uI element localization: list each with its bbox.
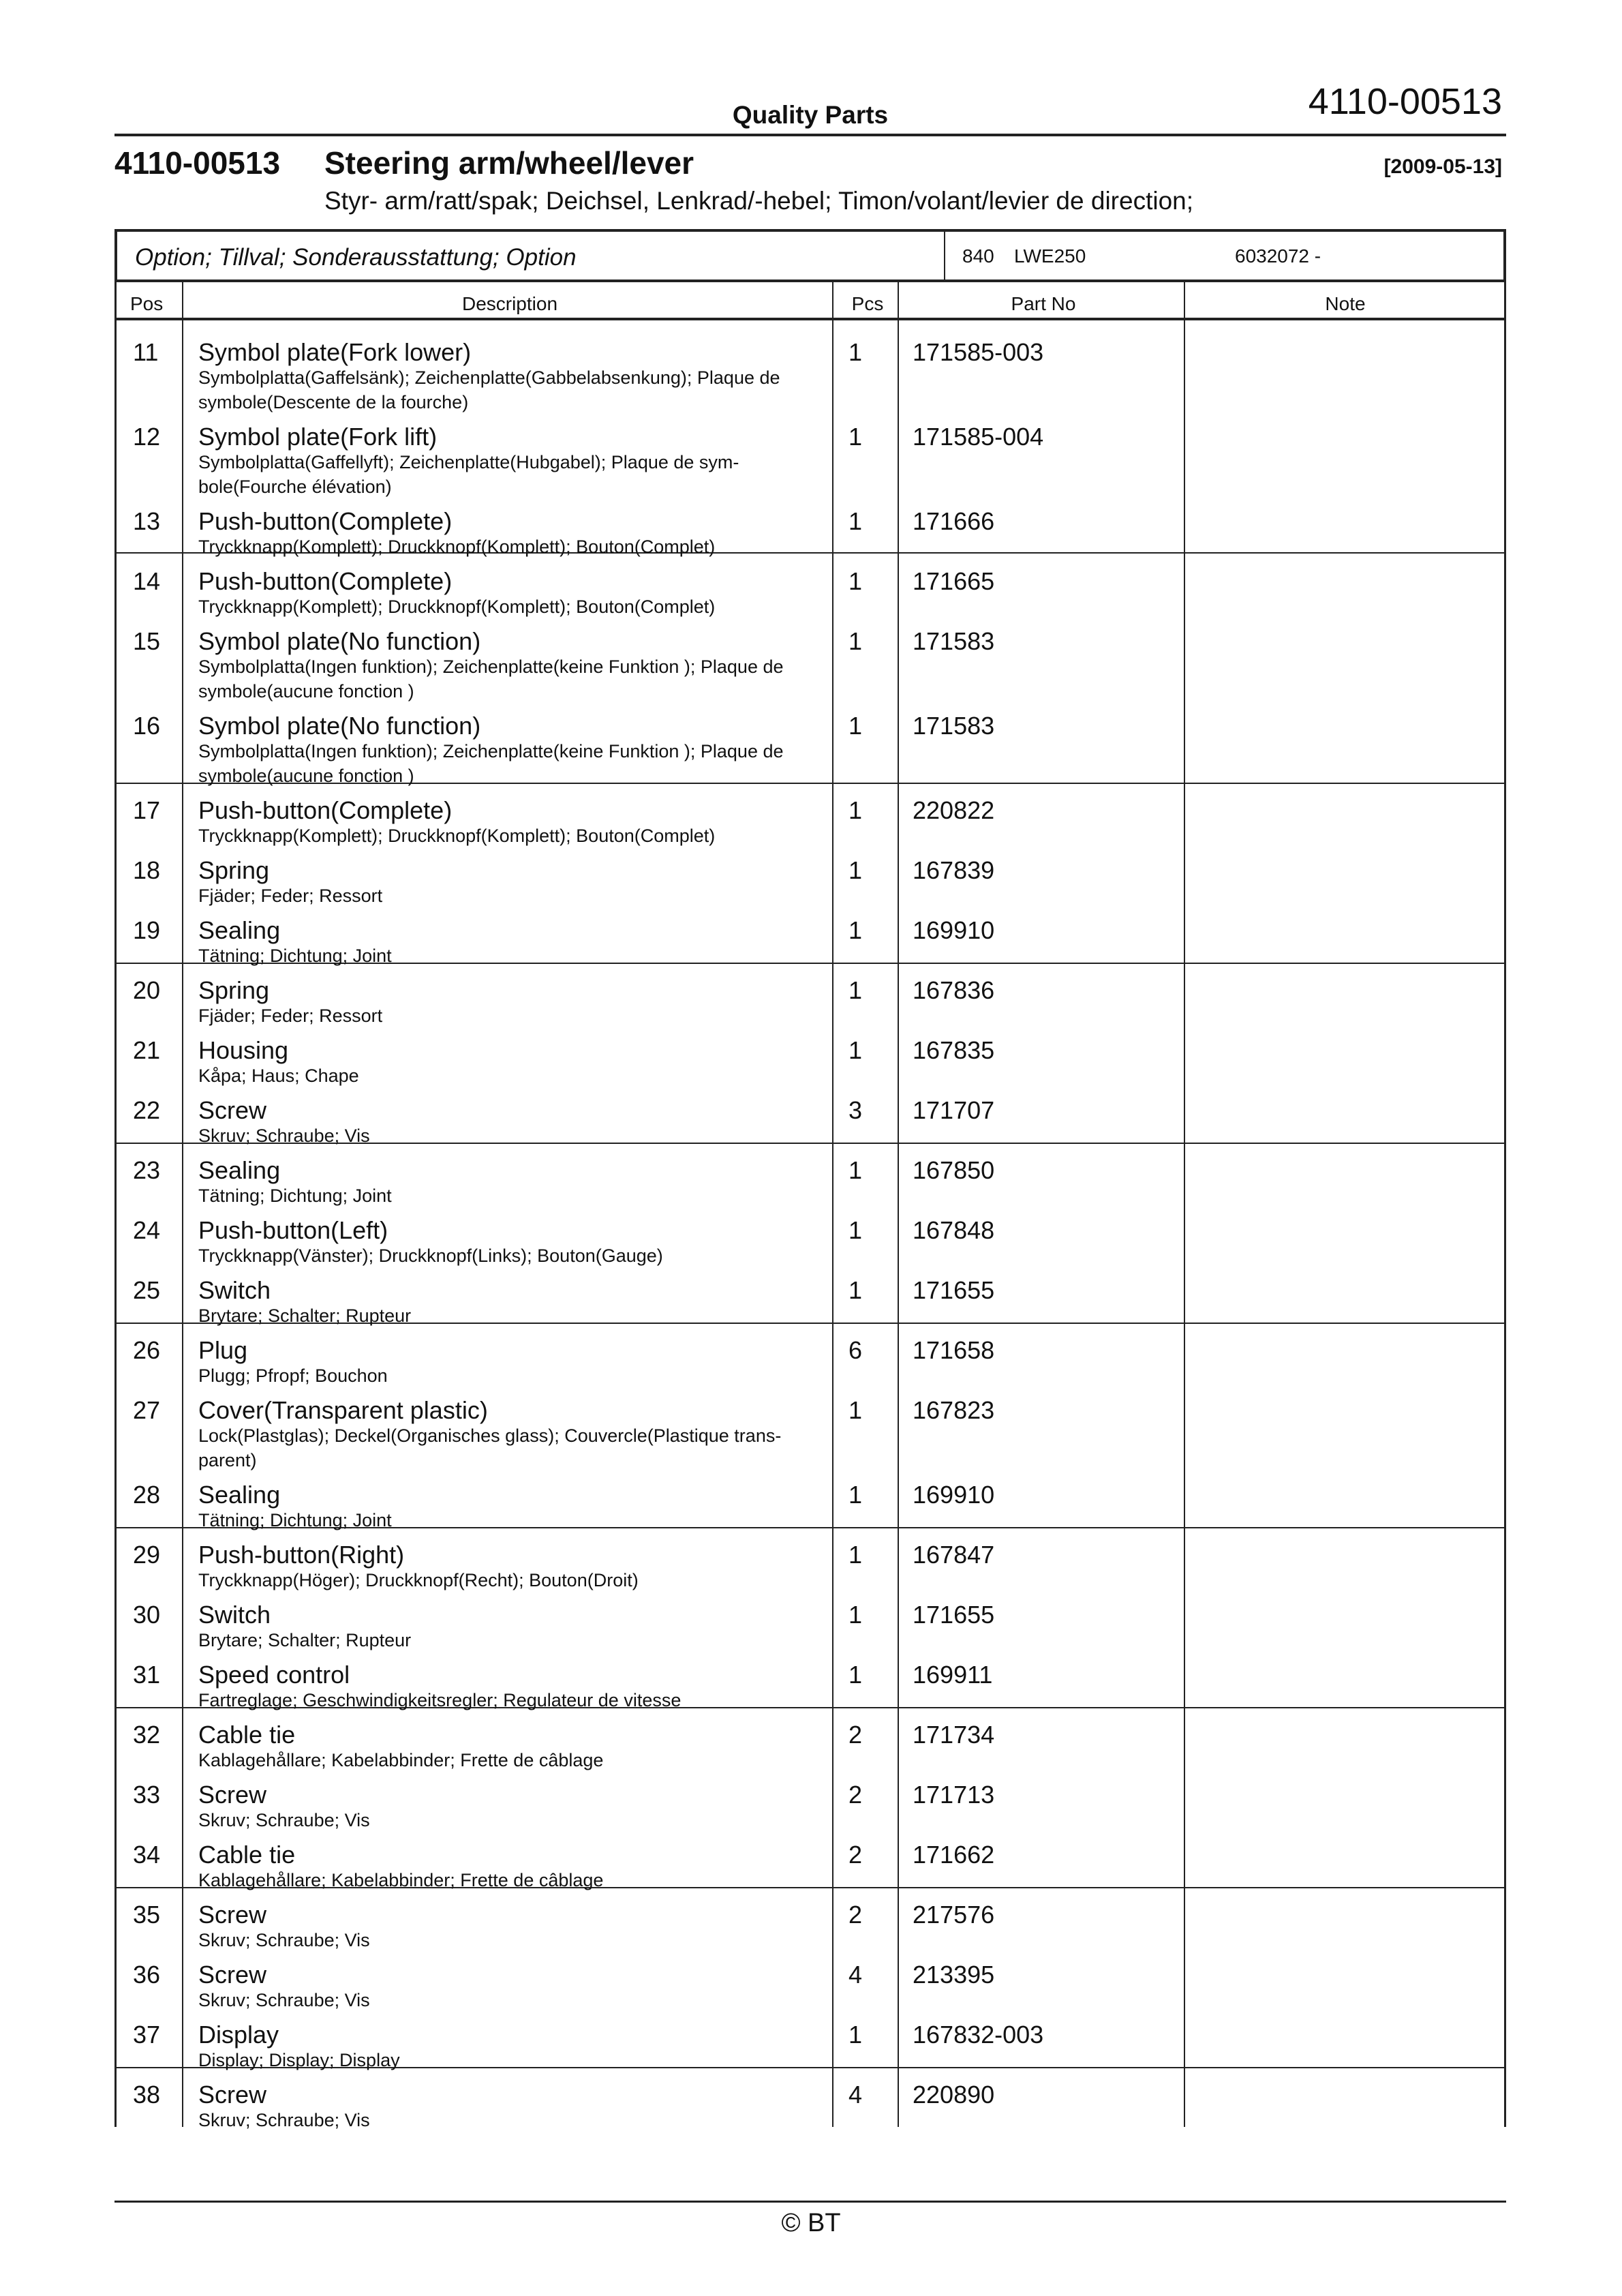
row-part-no: 169910 <box>913 1481 995 1509</box>
row-pcs: 1 <box>848 338 863 366</box>
row-translations: Tryckknapp(Komplett); Druckknopf(Komplett); Bouton(Complet) <box>198 826 716 846</box>
row-translations: Tätning; Dichtung; Joint <box>198 1510 392 1530</box>
row-pos: 18 <box>133 856 161 884</box>
row-pos: 25 <box>133 1276 161 1304</box>
row-translations: Kåpa; Haus; Chape <box>198 1066 359 1086</box>
row-pos: 35 <box>133 1901 161 1929</box>
row-pos: 38 <box>133 2081 161 2109</box>
row-part-no: 169910 <box>913 916 995 944</box>
row-part-no: 171583 <box>913 627 995 655</box>
col-divider <box>1184 282 1185 2127</box>
row-translations: Tätning; Dichtung; Joint <box>198 1185 392 1206</box>
row-part-no: 220890 <box>913 2081 995 2109</box>
row-part-no: 167839 <box>913 856 995 884</box>
row-pos: 19 <box>133 916 161 944</box>
title-translations: Styr- arm/ratt/spak; Deichsel, Lenkrad/-hebel; Timon/volant/levier de direction; <box>324 187 1194 215</box>
row-description: Symbol plate(Fork lower) <box>198 338 472 366</box>
row-translations: Kablagehållare; Kabelabbinder; Frette de câblage <box>198 1870 604 1890</box>
row-description: Screw <box>198 1901 267 1929</box>
row-part-no: 167832-003 <box>913 2021 1044 2049</box>
row-translations: Skruv; Schraube; Vis <box>198 1810 370 1830</box>
row-pcs: 1 <box>848 1601 863 1629</box>
row-pcs: 1 <box>848 1276 863 1304</box>
row-pos: 28 <box>133 1481 161 1509</box>
row-description: Sealing <box>198 916 281 944</box>
row-part-no: 217576 <box>913 1901 995 1929</box>
col-description: Description <box>461 293 558 314</box>
row-pcs: 1 <box>848 916 863 944</box>
row-part-no: 171655 <box>913 1601 995 1629</box>
footer-copyright: © BT <box>781 2209 841 2237</box>
row-pos: 16 <box>133 712 161 740</box>
row-pos: 12 <box>133 423 161 451</box>
row-translations: Tryckknapp(Vänster); Druckknopf(Links); Bouton(Gauge) <box>198 1245 663 1266</box>
row-pos: 36 <box>133 1961 161 1989</box>
row-pcs: 3 <box>848 1096 863 1124</box>
row-pcs: 1 <box>848 2021 863 2049</box>
row-translations: Symbolplatta(Ingen funktion); Zeichenplatte(keine Funktion ); Plaque de symbole(aucune fonction ) <box>198 741 784 786</box>
row-pcs: 1 <box>848 1216 863 1244</box>
row-description: Push-button(Complete) <box>198 567 453 595</box>
option-text: Option; Tillval; Sonderausstattung; Option <box>135 244 577 271</box>
row-pos: 11 <box>133 338 159 366</box>
row-pos: 31 <box>133 1661 161 1689</box>
row-pcs: 1 <box>848 507 863 535</box>
row-description: Symbol plate(Fork lift) <box>198 423 438 451</box>
option-model: LWE250 <box>1014 245 1086 267</box>
row-pos: 15 <box>133 627 161 655</box>
title-date: [2009-05-13] <box>1383 155 1502 178</box>
row-part-no: 171655 <box>913 1276 995 1304</box>
row-pcs: 4 <box>848 1961 863 1989</box>
row-description: Switch <box>198 1276 271 1304</box>
row-translations: Plugg; Pfropf; Bouchon <box>198 1365 388 1386</box>
row-pos: 29 <box>133 1541 161 1569</box>
row-pos: 14 <box>133 567 161 595</box>
row-pos: 30 <box>133 1601 161 1629</box>
row-pos: 34 <box>133 1841 161 1869</box>
row-description: Cable tie <box>198 1721 296 1749</box>
option-model-no: 840 <box>962 245 994 267</box>
row-translations: Fjäder; Feder; Ressort <box>198 886 383 906</box>
row-part-no: 171713 <box>913 1781 995 1809</box>
row-description: Display <box>198 2021 279 2049</box>
row-pcs: 2 <box>848 1841 863 1869</box>
row-description: Sealing <box>198 1481 281 1509</box>
row-pos: 22 <box>133 1096 161 1124</box>
row-translations: Display; Display; Display <box>198 2050 400 2070</box>
row-description: Screw <box>198 1096 267 1124</box>
row-pcs: 1 <box>848 976 863 1004</box>
row-translations: Skruv; Schraube; Vis <box>198 2110 370 2130</box>
row-part-no: 167823 <box>913 1396 995 1424</box>
row-part-no: 171585-003 <box>913 338 1044 366</box>
title-code: 4110-00513 <box>114 145 281 181</box>
row-description: Spring <box>198 976 270 1004</box>
row-translations: Tryckknapp(Höger); Druckknopf(Recht); Bouton(Droit) <box>198 1570 639 1590</box>
row-part-no: 167835 <box>913 1036 995 1064</box>
row-part-no: 167836 <box>913 976 995 1004</box>
col-pcs: Pcs <box>851 293 884 314</box>
row-pcs: 2 <box>848 1781 863 1809</box>
row-pcs: 1 <box>848 567 863 595</box>
option-divider <box>944 232 945 280</box>
row-pcs: 4 <box>848 2081 863 2109</box>
col-part-no: Part No <box>1011 293 1076 314</box>
row-part-no: 171734 <box>913 1721 995 1749</box>
row-description: Push-button(Complete) <box>198 796 453 824</box>
row-translations: Lock(Plastglas); Deckel(Organisches glass); Couvercle(Plastique trans-parent) <box>198 1425 782 1470</box>
footer-rule <box>114 2201 1506 2203</box>
col-pos: Pos <box>130 293 164 314</box>
row-pcs: 1 <box>848 627 863 655</box>
row-description: Spring <box>198 856 270 884</box>
row-pcs: 2 <box>848 1901 863 1929</box>
row-description: Cover(Transparent plastic) <box>198 1396 488 1424</box>
col-divider <box>832 282 833 2127</box>
row-pos: 33 <box>133 1781 161 1809</box>
header-doc-code: 4110-00513 <box>1308 81 1502 122</box>
row-translations: Tryckknapp(Komplett); Druckknopf(Komplett); Bouton(Complet) <box>198 537 716 557</box>
row-description: Push-button(Complete) <box>198 507 453 535</box>
row-translations: Skruv; Schraube; Vis <box>198 1990 370 2010</box>
row-pcs: 2 <box>848 1721 863 1749</box>
title-line <box>114 145 1502 185</box>
row-part-no: 171658 <box>913 1336 995 1364</box>
row-translations: Symbolplatta(Gaffellyft); Zeichenplatte(Hubgabel); Plaque de sym-bole(Fourche élévation) <box>198 452 739 497</box>
row-pos: 20 <box>133 976 161 1004</box>
row-pcs: 1 <box>848 1036 863 1064</box>
row-part-no: 167850 <box>913 1156 995 1184</box>
row-translations: Skruv; Schraube; Vis <box>198 1930 370 1950</box>
row-pos: 21 <box>133 1036 161 1064</box>
row-translations: Symbolplatta(Gaffelsänk); Zeichenplatte(Gabbelabsenkung); Plaque de symbole(Descente de la fourche) <box>198 367 780 412</box>
row-part-no: 213395 <box>913 1961 995 1989</box>
row-description: Sealing <box>198 1156 281 1184</box>
row-translations: Kablagehållare; Kabelabbinder; Frette de câblage <box>198 1750 604 1770</box>
col-divider <box>182 282 183 2127</box>
row-pcs: 1 <box>848 1156 863 1184</box>
row-part-no: 169911 <box>913 1661 993 1689</box>
row-pcs: 1 <box>848 1661 863 1689</box>
row-part-no: 171707 <box>913 1096 995 1124</box>
row-translations: Brytare; Schalter; Rupteur <box>198 1305 412 1326</box>
row-part-no: 167847 <box>913 1541 995 1569</box>
option-serial: 6032072 - <box>1235 245 1321 267</box>
row-pos: 24 <box>133 1216 161 1244</box>
row-part-no: 167848 <box>913 1216 995 1244</box>
row-pcs: 1 <box>848 1481 863 1509</box>
row-pcs: 1 <box>848 1396 863 1424</box>
row-pos: 13 <box>133 507 161 535</box>
row-description: Housing <box>198 1036 289 1064</box>
col-note: Note <box>1325 293 1366 314</box>
row-pcs: 1 <box>848 712 863 740</box>
row-description: Push-button(Right) <box>198 1541 405 1569</box>
row-description: Switch <box>198 1601 271 1629</box>
row-part-no: 171665 <box>913 567 995 595</box>
parts-table <box>114 282 1506 2130</box>
row-description: Push-button(Left) <box>198 1216 388 1244</box>
row-translations: Skruv; Schraube; Vis <box>198 1126 370 1146</box>
page-header <box>114 79 1506 136</box>
row-pcs: 1 <box>848 423 863 451</box>
row-pcs: 1 <box>848 856 863 884</box>
option-box <box>114 229 1506 282</box>
row-description: Screw <box>198 1961 267 1989</box>
row-translations: Brytare; Schalter; Rupteur <box>198 1630 412 1650</box>
row-description: Cable tie <box>198 1841 296 1869</box>
row-description: Symbol plate(No function) <box>198 712 481 740</box>
row-description: Screw <box>198 2081 267 2109</box>
row-pos: 23 <box>133 1156 161 1184</box>
row-pos: 37 <box>133 2021 161 2049</box>
row-pcs: 1 <box>848 796 863 824</box>
row-part-no: 171662 <box>913 1841 995 1869</box>
row-part-no: 220822 <box>913 796 995 824</box>
row-description: Screw <box>198 1781 267 1809</box>
row-pcs: 6 <box>848 1336 863 1364</box>
row-pos: 27 <box>133 1396 161 1424</box>
row-pcs: 1 <box>848 1541 863 1569</box>
row-part-no: 171583 <box>913 712 995 740</box>
row-description: Symbol plate(No function) <box>198 627 481 655</box>
header-title: Quality Parts <box>732 101 889 129</box>
row-translations: Fartreglage; Geschwindigkeitsregler; Regulateur de vitesse <box>198 1690 682 1710</box>
row-translations: Tryckknapp(Komplett); Druckknopf(Komplett); Bouton(Complet) <box>198 596 716 617</box>
row-pos: 17 <box>133 796 161 824</box>
row-description: Speed control <box>198 1661 350 1689</box>
col-divider <box>898 282 899 2127</box>
row-translations: Symbolplatta(Ingen funktion); Zeichenplatte(keine Funktion ); Plaque de symbole(aucune fonction ) <box>198 656 784 701</box>
row-description: Plug <box>198 1336 248 1364</box>
table-header <box>117 282 1504 320</box>
row-part-no: 171585-004 <box>913 423 1044 451</box>
row-translations: Tätning; Dichtung; Joint <box>198 946 392 966</box>
row-part-no: 171666 <box>913 507 995 535</box>
row-pos: 26 <box>133 1336 161 1364</box>
row-pos: 32 <box>133 1721 161 1749</box>
row-translations: Fjäder; Feder; Ressort <box>198 1006 383 1026</box>
page-title: Steering arm/wheel/lever <box>324 145 694 181</box>
